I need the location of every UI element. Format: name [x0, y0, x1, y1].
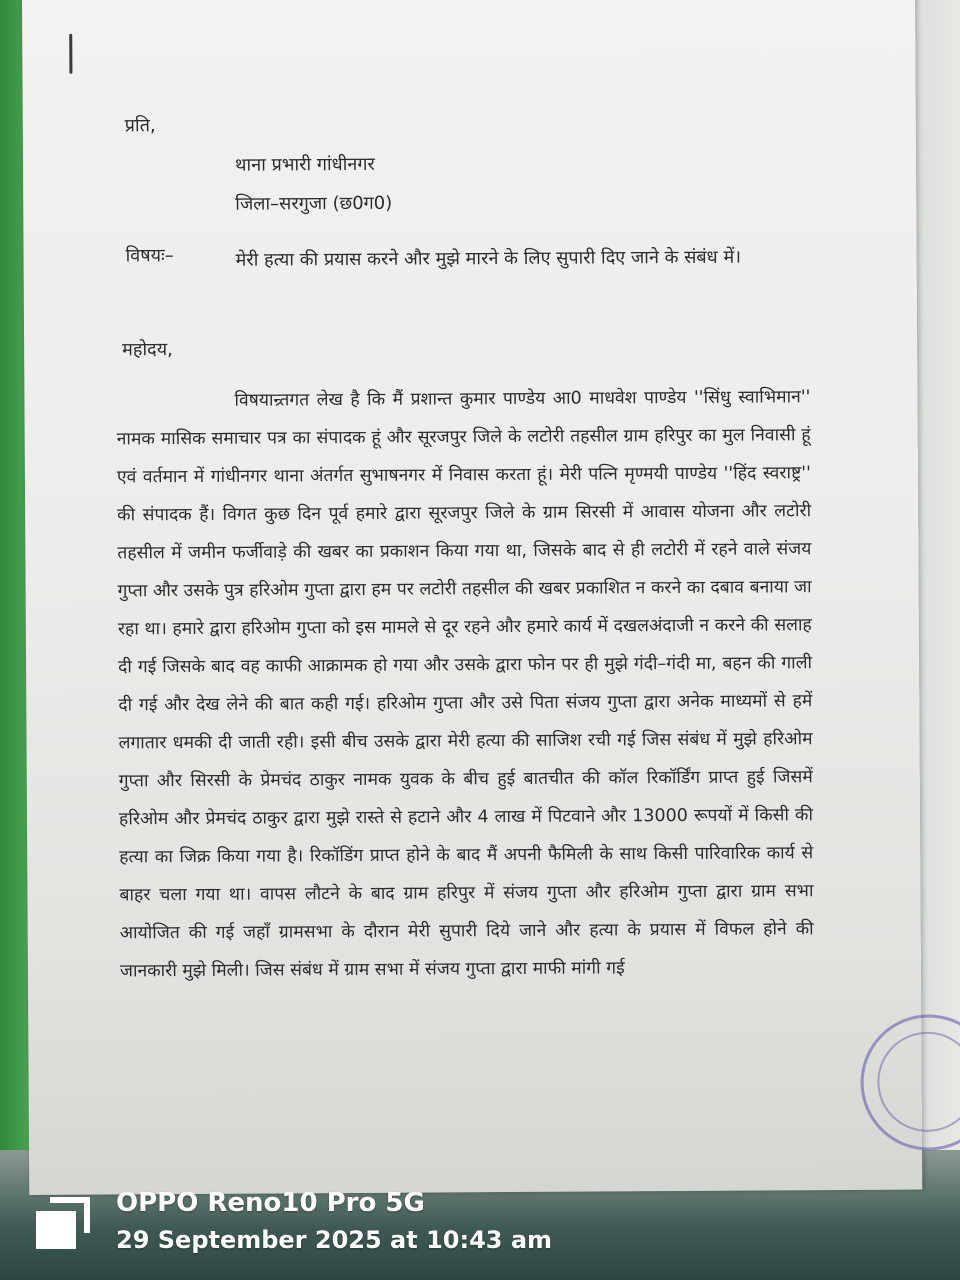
watermark-datetime: 29 September 2025 at 10:43 am — [116, 1226, 553, 1254]
watermark-icon-front — [36, 1211, 76, 1249]
camera-watermark-icon — [36, 1197, 92, 1249]
salutation: महोदय, — [122, 339, 173, 361]
recipient-address-line-1: थाना प्रभारी गांधीनगर — [234, 153, 375, 176]
letter-body: विषयान्र्तगत लेख है कि मैं प्रशान्त कुमार पाण्डेय आ0 माधवेश पाण्डेय ''सिंधु स्वाभिमान'' नामक मासिक समाचार पत्र का संपादक हूं और सूरजपुर जिले के लटोरी तहसील ग्राम हरिपुर का मुल निवासी हूं एवं वर्तमान में गांधीनगर थाना अंतर्गत सुभाषनगर में निवास करता हूं। मेरी पत्नि मृण्मयी पाण्डेय ''हिंद स्वराष्ट्र'' की संपादक हैं। विगत कुछ दिन पूर्व हमारे द्वारा सूरजपुर जिले के ग्राम सिरसी में आवास योजना और लटोरी तहसील में जमीन फर्जीवाड़े की खबर का प्रकाशन किया गया था, जिसके बाद से ही लटोरी में रहने वाले संजय गुप्ता और उसके पुत्र हरिओम गुप्ता द्वारा हम पर लटोरी तहसील की खबर प्रकाशित न करने का दबाव बनाया जा रहा था। हमारे द्वारा हरिओम गुप्ता को इस मामले से दूर रहने और हमारे कार्य में दखलअंदाजी न करने की सलाह दी गई जिसके बाद वह काफी आक्रामक हो गया और उसके द्वारा फोन पर ही मुझे गंदी–गंदी मा, बहन की गाली दी गई और देख लेने की बात कही गई। हरिओम गुप्ता और उसे पिता संजय गुप्ता द्वारा अनेक माध्यमों से हमें लगातार धमकी दी जाती रही। इसी बीच उसके द्वारा मेरी हत्या की साजिश रची गई जिस संबंध में मुझे हरिओम गुप्ता और सिरसी के प्रेमचंद ठाकुर नामक युवक के बीच हुई बातचीत की कॉल रिकॉर्डिंग प्राप्त हुई जिसमें हरिओम और प्रेमचंद ठाकुर द्वारा मुझे रास्ते से हटाने और 4 लाख में पिटवाने और 13000 रूपयों में किसी की हत्या का जिक्र किया गया है। रिकॉडिंग प्राप्त होने के बाद मैं अपनी फैमिली के साथ किसी पारिवारिक कार्य से बाहर चला गया था। वापस लौटने के बाद ग्राम हरिपुर में संजय गुप्ता और हरिओम गुप्ता द्वारा ग्राम सभा आयोजित की गई जहाँ ग्रामसभा के दौरान मेरी सुपारी दिये जाने और हत्या के प्रयास में विफल होने की जानकारी मुझे मिली। जिस संबंध में ग्राम सभा में संजय गुप्ता द्वारा माफी मांगी गई — [116, 387, 814, 982]
letter-page — [22, 0, 922, 1195]
subject-label: विषयः– — [125, 245, 174, 267]
pen-mark — [69, 34, 72, 74]
stamp-inner-ring — [864, 1019, 960, 1145]
watermark-device: OPPO Reno10 Pro 5G — [116, 1188, 425, 1218]
recipient-address-line-2: जिला–सरगुजा (छ0ग0) — [235, 192, 393, 215]
subject-text: मेरी हत्या की प्रयास करने और मुझे मारने के लिए सुपारी दिए जाने के संबंध में। — [235, 246, 742, 271]
police-stamp-icon — [843, 997, 960, 1169]
recipient-label: प्रति, — [124, 115, 156, 137]
